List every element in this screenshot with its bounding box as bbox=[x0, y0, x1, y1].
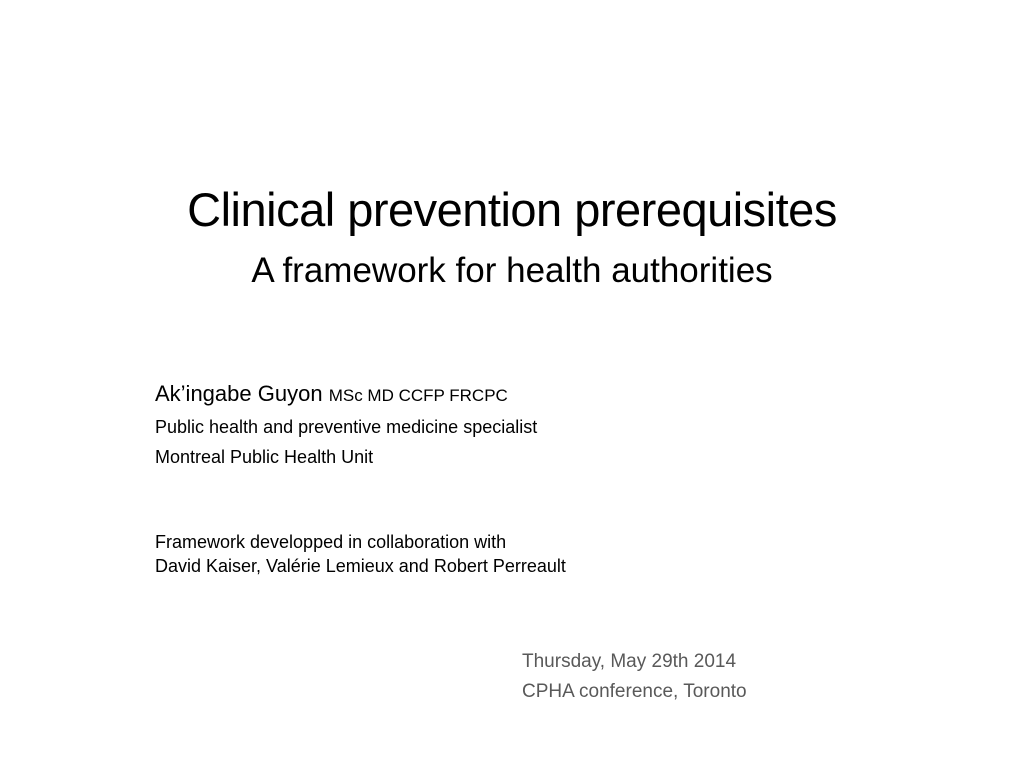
collaboration-block bbox=[155, 530, 855, 578]
event-date: Thursday, May 29th 2014 bbox=[522, 651, 737, 672]
author-block bbox=[155, 378, 855, 472]
author-line bbox=[155, 378, 855, 412]
event-block bbox=[522, 647, 1002, 707]
slide-subtitle: A framework for health authorities bbox=[251, 251, 773, 290]
author-organization: Montreal Public Health Unit bbox=[155, 447, 374, 467]
slide-title: Clinical prevention prerequisites bbox=[187, 183, 837, 236]
collaboration-intro: Framework developped in collaboration with bbox=[155, 532, 507, 552]
author-name: Ak’ingabe Guyon bbox=[155, 381, 323, 406]
author-credentials: MSc MD CCFP FRCPC bbox=[328, 386, 508, 405]
author-role: Public health and preventive medicine specialist bbox=[155, 417, 538, 437]
collaboration-names: David Kaiser, Valérie Lemieux and Robert Perreault bbox=[155, 556, 566, 576]
event-venue: CPHA conference, Toronto bbox=[522, 681, 747, 702]
title-block bbox=[0, 180, 1024, 296]
